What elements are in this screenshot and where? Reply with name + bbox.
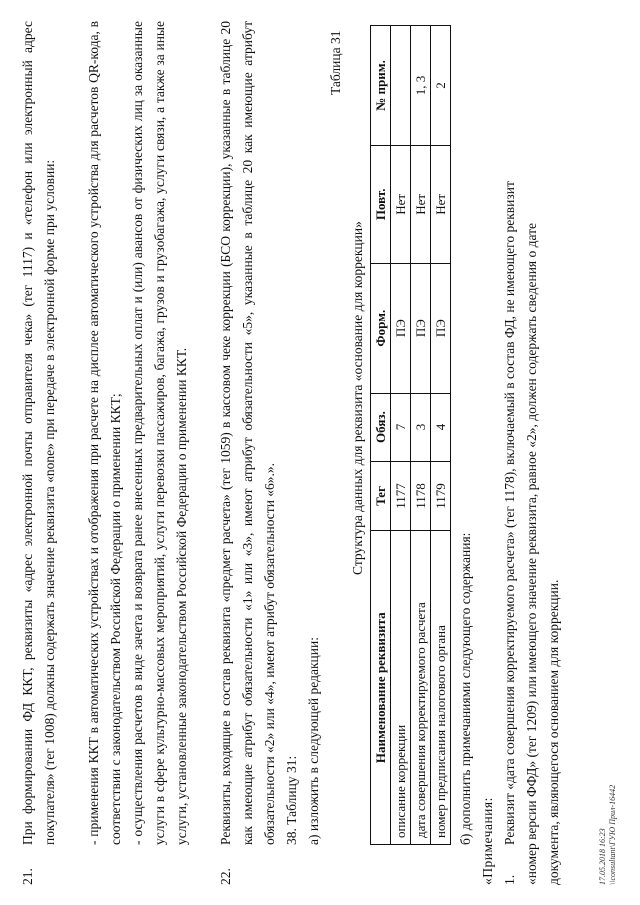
- footer-timestamp: 17.05.2018 16:23: [598, 828, 607, 885]
- item-21-text: При формировании ФД ККТ, реквизиты «адрес электронной почты отправителя чека» (тег 1117) и «телефон или электронный адрес покупателя» (тег 1008) должны содержать значение реквизита «none» при передаче в электронной форме при условии:: [20, 21, 57, 845]
- cell-repeat: Нет: [431, 145, 451, 263]
- cell-note-no: 1, 3: [411, 26, 431, 146]
- item-38-title: 38. Таблицу 31:: [284, 755, 299, 845]
- cell-tag: 1179: [431, 461, 451, 531]
- item-21-number: 21.: [20, 868, 35, 885]
- table-row: [431, 26, 451, 845]
- cell-name: дата совершения корректируемого расчета: [411, 531, 431, 845]
- table-header-row: [371, 26, 391, 845]
- header-tag: Тег: [371, 461, 391, 531]
- cell-repeat: Нет: [391, 145, 411, 263]
- cell-format: ПЭ: [391, 263, 411, 393]
- cell-format: ПЭ: [411, 263, 431, 393]
- cell-repeat: Нет: [411, 145, 431, 263]
- header-mandatory: Обяз.: [371, 393, 391, 461]
- header-name: Наименование реквизита: [371, 531, 391, 845]
- cell-tag: 1177: [391, 461, 411, 531]
- table-row: [391, 26, 411, 845]
- header-repeat: Повт.: [371, 145, 391, 263]
- table-title: Структура данных для реквизита «основание для коррекции»: [350, 221, 365, 575]
- cell-mandatory: 4: [431, 393, 451, 461]
- item-22-text: Реквизиты, входящие в состав реквизита «предмет расчета» (тег 1059) в кассовом чеке коррекции (БСО коррекции), указанные в таблице 20 как имеющие атрибут обязательности «1» или «3», имеют атрибут обязательности «5», указанные в таблице 20 как имеющие атрибут обязательности «2» или «4», имеют атрибут обязательности «6».».: [218, 21, 277, 845]
- cell-mandatory: 3: [411, 393, 431, 461]
- cell-name: описание коррекции: [391, 531, 411, 845]
- note-1-line-1: Реквизит «дата совершения корректируемого расчета» (тег 1178), включаемый в состав ФД, не имеющего реквизит: [502, 181, 517, 845]
- table-label: Таблица 31: [328, 30, 343, 95]
- item-21-bullet-prepayments: - осуществления расчетов в виде зачета и возврата ранее внесенных предварительных оплат и (или) авансов от физических лиц за оказанные услуги в сфере культурно-массовых мероприятий, услуги перевозки пассажиров, багажа, грузов и грузобагажа, услуги связи, а также за иные услуги, установленные законодательством Российской Федерации о применении ККТ.: [130, 21, 189, 845]
- cell-format: ПЭ: [431, 263, 451, 393]
- header-format: Форм.: [371, 263, 391, 393]
- footer-file-path: \\consultant\ГУЮ Прил-16442: [608, 784, 617, 885]
- item-22-number: 22.: [218, 868, 233, 885]
- item-21-bullet-qr: - применения ККТ в автоматических устройствах и отображения при расчете на дисплее автоматического устройства для расчетов QR-кода, в соответствии с законодательством Российской Федерации о применении ККТ;: [86, 21, 123, 845]
- note-1-line-3: документа, являющегося основанием для коррекции.: [546, 579, 561, 885]
- sub-item-b: б) дополнить примечаниями следующего содержания:: [458, 532, 473, 845]
- cell-mandatory: 7: [391, 393, 411, 461]
- cell-tag: 1178: [411, 461, 431, 531]
- table-row: [411, 26, 431, 845]
- header-note-no: № прим.: [371, 26, 391, 146]
- note-1-number: 1.: [502, 874, 517, 885]
- notes-heading: «Примечания:: [480, 797, 495, 885]
- sub-item-a: а) изложить в следующей редакции:: [306, 637, 321, 845]
- correction-basis-table: [370, 25, 451, 845]
- note-1-line-2: «номер версии ФФД» (тег 1209) или имеющего значение реквизита, равное «2», должен содержать сведения о дате: [524, 222, 539, 885]
- cell-note-no: 2: [431, 26, 451, 146]
- cell-name: номер предписания налогового органа: [431, 531, 451, 845]
- cell-note-no: [391, 26, 411, 146]
